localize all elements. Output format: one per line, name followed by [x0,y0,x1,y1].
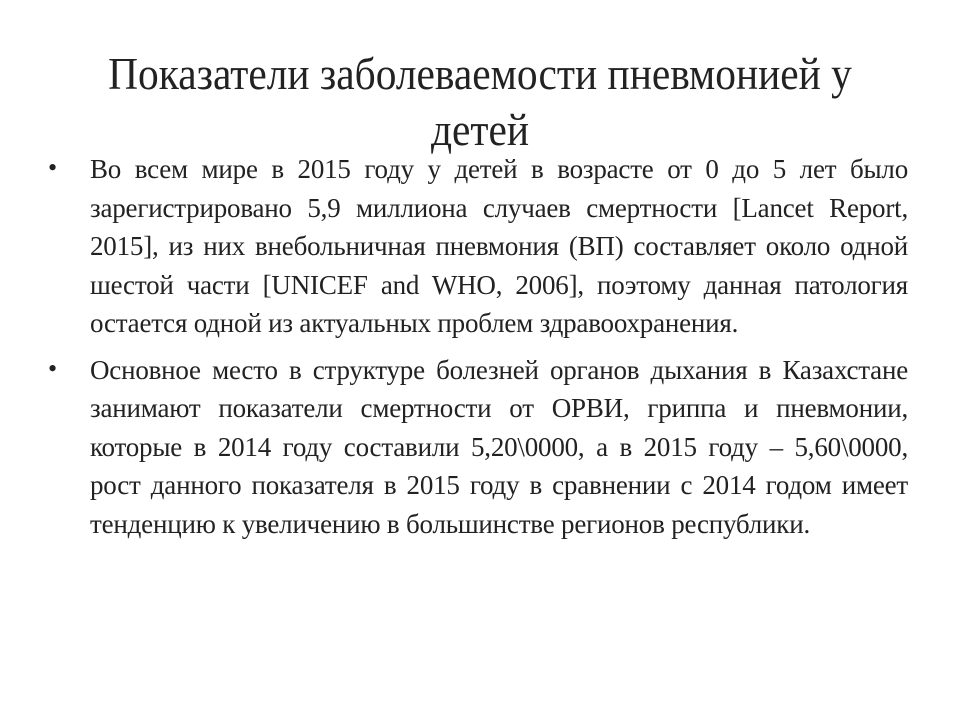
bullet-text: Основное место в структуре болезней органов дыхания в Казахстане занимают показатели смертности от ОРВИ, гриппа и пневмонии, которые в 2014 году составили 5,20\0000, а в 2015 году – 5,60\0000, рост данного показателя в 2015 году в сравнении с 2014 годом имеет тенденцию к увеличению в большинстве регионов республики. [90,354,908,539]
bullet-icon: • [48,353,58,383]
bullet-text: Во всем мире в 2015 году у детей в возрасте от 0 до 5 лет было зарегистрировано 5,9 миллиона случаев смертности [Lancet Report, 2015], из них внебольничная пневмония (ВП) составляет около одной шестой части [UNICEF and WHO, 2006], поэтому данная патология остается одной из актуальных проблем здравоохранения. [90,154,908,338]
bullet-item [48,150,908,343]
bullet-item [48,351,908,544]
slide-title: Показатели заболеваемости пневмонией у детей [108,49,852,155]
bullet-list [48,150,908,551]
bullet-icon: • [48,153,58,182]
